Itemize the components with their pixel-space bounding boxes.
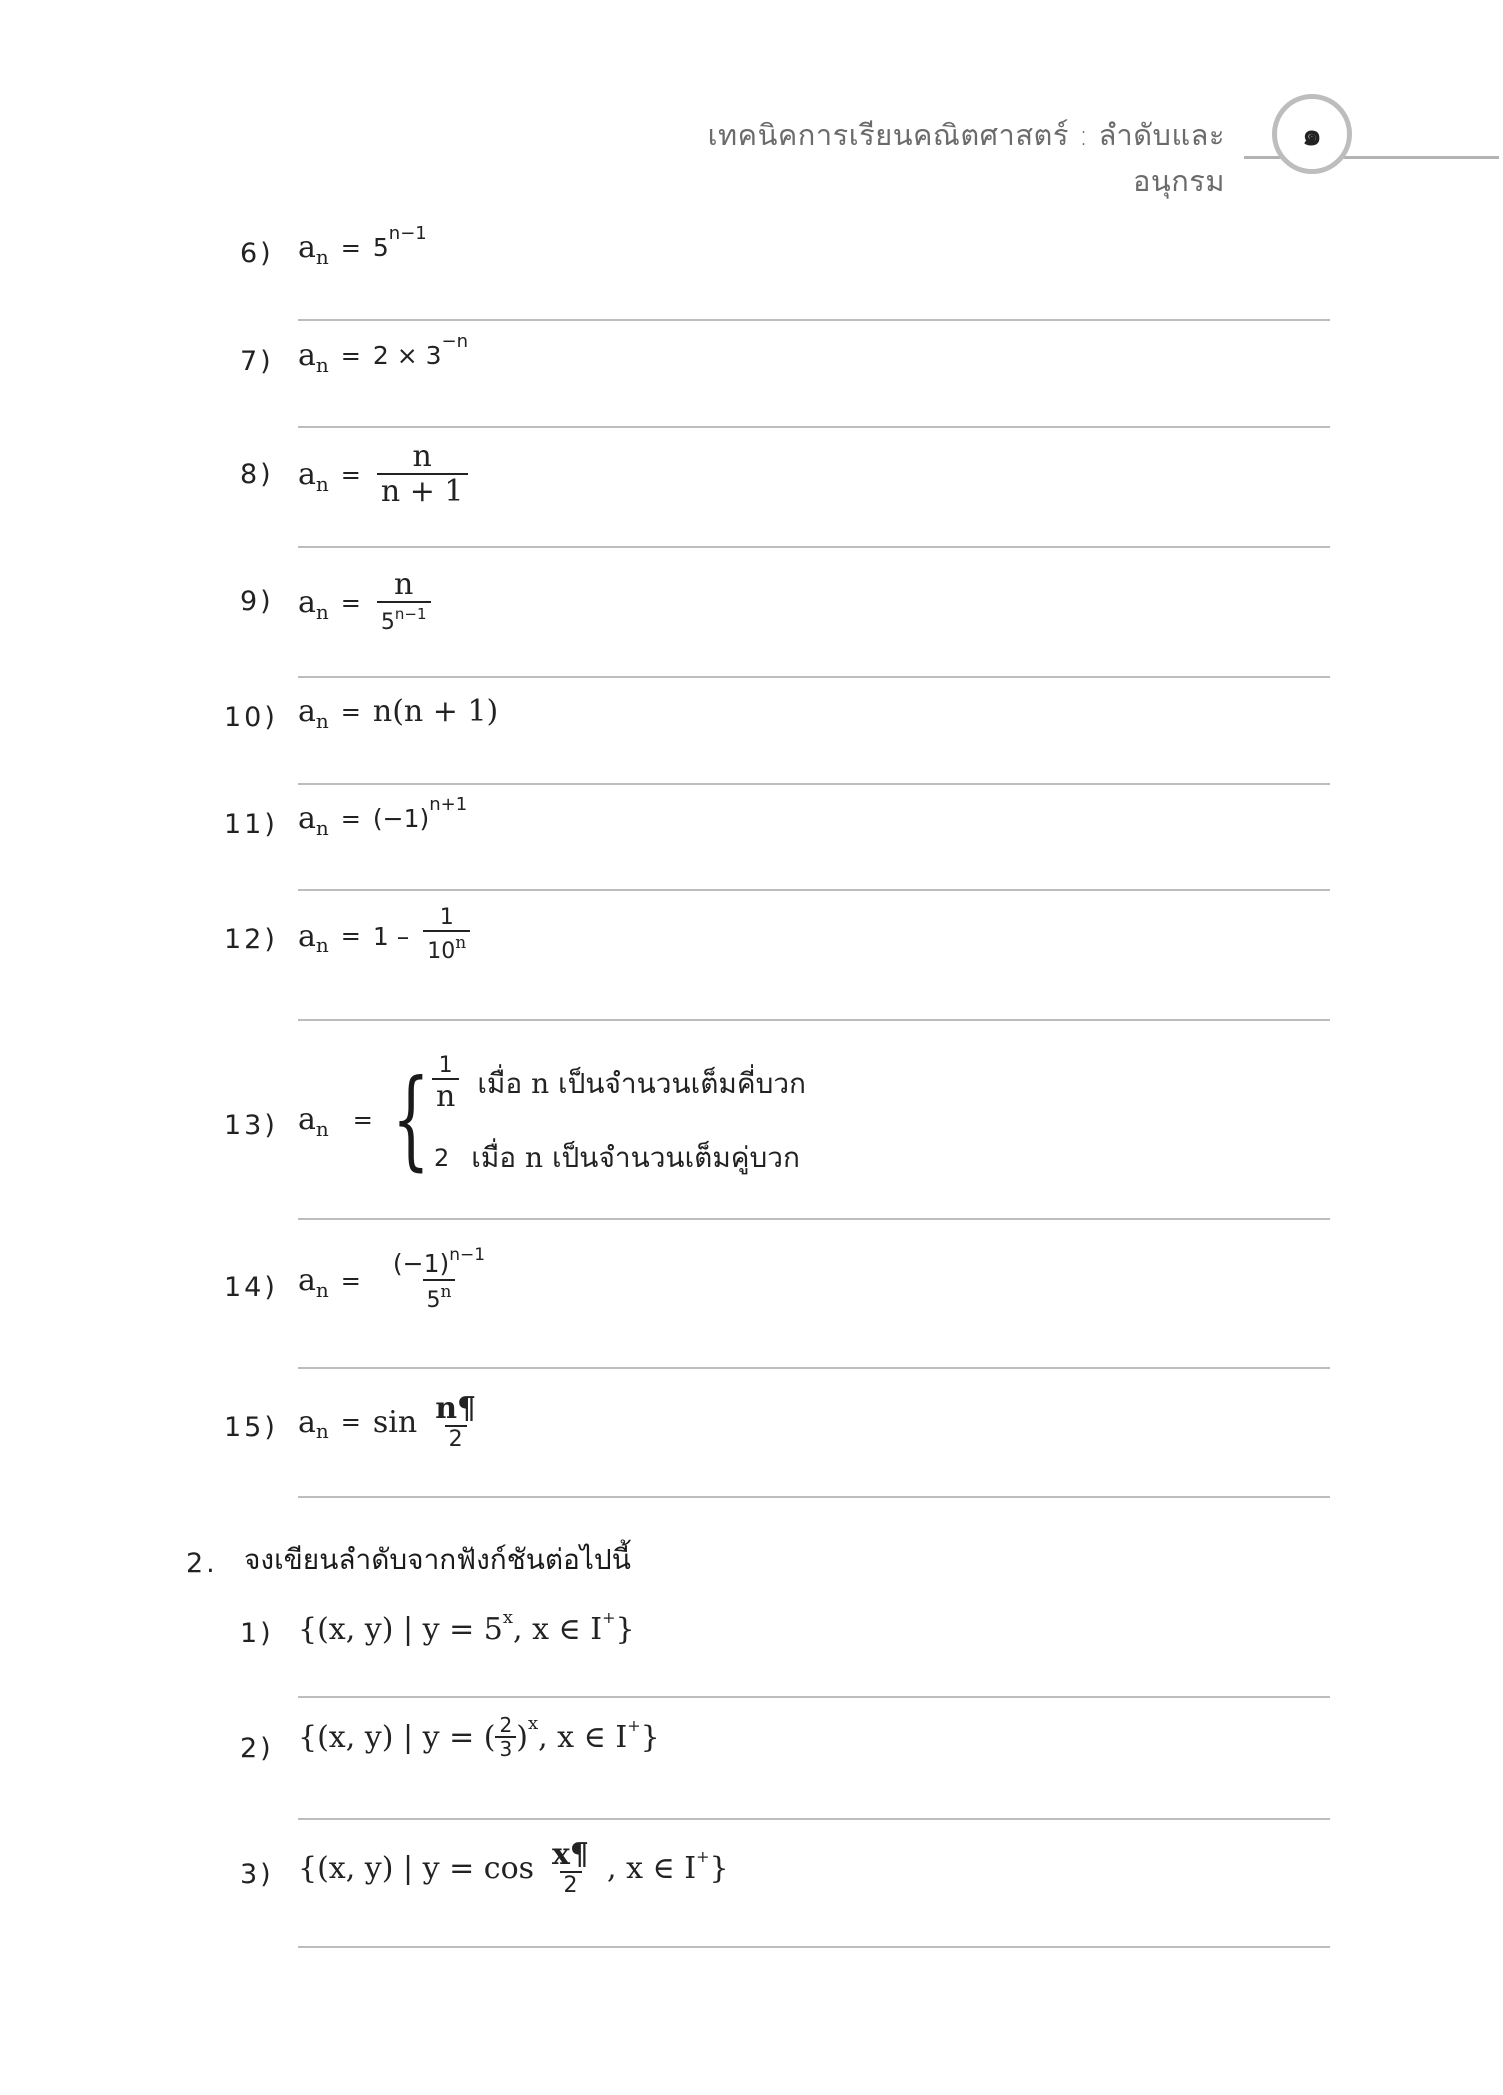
item-number: 2) xyxy=(240,1733,274,1764)
answer-line xyxy=(298,1946,1330,1948)
item-number: 9) xyxy=(240,586,274,617)
fraction: $\frac{n\P}{2}$ xyxy=(435,1391,477,1452)
case-odd: $\frac{1}{n}$ เมื่อ n เป็นจำนวนเต็มคี่บวก xyxy=(428,1054,806,1115)
item-number: 11) xyxy=(224,809,278,840)
item-number: 7) xyxy=(240,346,274,377)
fraction: $\frac{(-1)^{n-1}}{5^n}$ xyxy=(389,1246,489,1316)
formula-item-8: a n = $\frac{n}{n + 1}$ xyxy=(298,440,472,510)
answer-line xyxy=(298,1019,1330,1021)
left-brace: { xyxy=(392,1057,430,1182)
item-number: 3) xyxy=(240,1859,274,1890)
formula-item-12: a n = 1 – $\frac{1}{10^n}$ xyxy=(298,906,474,967)
formula-item-7: a n = 2 × 3 −n xyxy=(298,331,469,377)
formula-item-15: a n = sin $\frac{n\P}{2}$ xyxy=(298,1392,484,1452)
page-number-badge xyxy=(1272,94,1352,174)
fraction: $\frac{1}{n}$ xyxy=(432,1054,459,1115)
item-number: 6) xyxy=(240,238,274,269)
formula-item-14: a n = $\frac{(-1)^{n-1}}{5^n}$ xyxy=(298,1246,493,1316)
section-number: 2. xyxy=(186,1548,218,1579)
formula-item-9: a n = $\frac{n}{5^{n-1}}$ xyxy=(298,568,435,638)
answer-line xyxy=(298,546,1330,548)
item-number: 1) xyxy=(240,1618,274,1649)
item-number: 10) xyxy=(224,702,278,733)
answer-line xyxy=(298,1818,1330,1820)
item-number: 15) xyxy=(224,1412,278,1443)
answer-line xyxy=(298,676,1330,678)
item-number: 12) xyxy=(224,924,278,955)
answer-line xyxy=(298,1367,1330,1369)
function-item-2: {(x, y) | y = ( $\frac{2}{3}$ ) x , x ∈ I + } xyxy=(298,1713,660,1761)
case-even: 2 เมื่อ n เป็นจำนวนเต็มคู่บวก xyxy=(434,1141,800,1174)
fraction: $\frac{2}{3}$ xyxy=(495,1714,516,1761)
answer-line xyxy=(298,889,1330,891)
function-item-1: {(x, y) | y = 5 x , x ∈ I + } xyxy=(298,1607,635,1647)
function-item-3: {(x, y) | y = cos $\frac{x\P}{2}$ , x ∈ I + } xyxy=(298,1837,729,1898)
answer-line xyxy=(298,1218,1330,1220)
answer-line xyxy=(298,1696,1330,1698)
answer-line xyxy=(298,1496,1330,1498)
fraction: $\frac{n}{5^{n-1}}$ xyxy=(377,568,431,638)
running-header-title: เทคนิคการเรียนคณิตศาสตร์ : ลำดับและอนุกรม xyxy=(707,118,1225,198)
formula-item-10: a n = n(n + 1) xyxy=(298,694,499,733)
section-instruction: จงเขียนลำดับจากฟังก์ชันต่อไปนี้ xyxy=(244,1543,631,1576)
answer-line xyxy=(298,319,1330,321)
fraction: $\frac{1}{10^n}$ xyxy=(423,906,470,967)
formula-item-6: a n = 5 n−1 xyxy=(298,223,427,269)
formula-item-11: a n = (−1) n+1 xyxy=(298,794,468,840)
page-number: ๑ xyxy=(1302,117,1322,153)
item-number: 14) xyxy=(224,1272,278,1303)
fraction: $\frac{x\P}{2}$ xyxy=(552,1837,590,1898)
fraction: $\frac{n}{n + 1}$ xyxy=(377,440,468,510)
answer-line xyxy=(298,783,1330,785)
formula-item-13: a n = xyxy=(298,1102,373,1141)
item-number: 8) xyxy=(240,459,274,490)
item-number: 13) xyxy=(224,1110,278,1141)
answer-line xyxy=(298,426,1330,428)
